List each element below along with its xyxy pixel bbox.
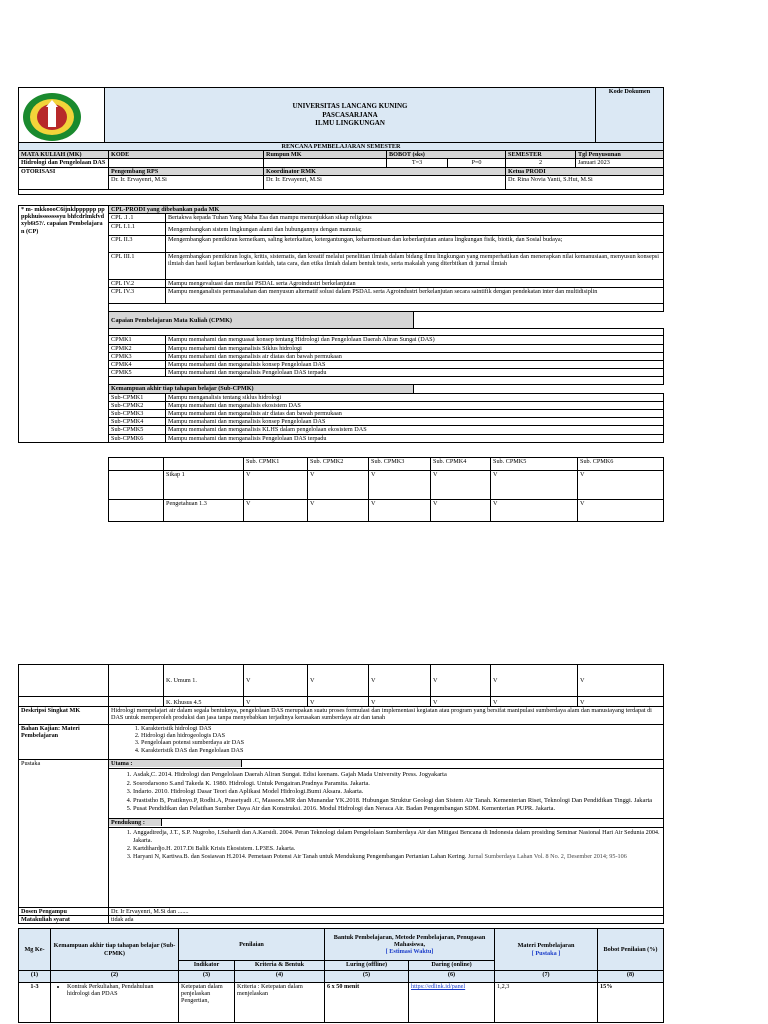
matrix-mark: V: [491, 697, 578, 707]
pustaka-utama-item: 5. Pusat Pendidikan dan Pelatihan Sumber Daya Air dan Konstruksi. 2016. Modul Hidrologi dan Neraca Air. Badan Pengembangan SDM. Kementerian PUPR. Jakarta.: [133, 805, 663, 814]
matrix-mark: V: [244, 500, 308, 522]
subcpmk-heading: Kemampuan akhir tiap tahapan belajar (Sub-CPMK): [109, 385, 414, 392]
matrix-mark: V: [308, 471, 369, 500]
semester-label: SEMESTER: [506, 151, 576, 159]
tgl-value: Januari 2023: [576, 159, 664, 167]
rps-main-table: [18, 142, 664, 195]
matrix-mark: V: [244, 697, 308, 707]
week-number: 1-3: [19, 983, 51, 1023]
cpmk-text: Mampu memahami dan menguasai konsep tentang Hidrologi dan Pengelolaan Daerah Aliran Sungai (DAS): [166, 336, 664, 344]
col-number: (2): [51, 971, 179, 983]
col-number: (5): [325, 971, 409, 983]
pustaka-pendukung-label: Pendukung :: [109, 819, 162, 826]
h-bentuk-text: Bantuk Pembelajaran, Metode Pembelajaran, Penugasan Mahasiswa,: [333, 933, 486, 948]
subcpmk-text: Mampu memahami dan menganalisis ekosistem DAS: [166, 401, 664, 409]
cpmk-code: CPMK1: [109, 336, 166, 344]
cpmk-code: CPMK4: [109, 361, 166, 369]
week-luring: 6 x 50 menit: [325, 983, 409, 1023]
pengembang-rps-name: Dr. Ir. Ervayenri, M.Si: [109, 175, 264, 189]
bahan-item: 2. Hidrologi dan hidrogeologis DAS: [141, 732, 661, 739]
cp-side-label: * m- mkkoooC6ijnklpppppp ppppkhuissssssssyu bhfcdrlmkfvdxyb6t5?/. capaian Pembelajaran (CP): [19, 206, 109, 443]
bahan-label: Bahan Kajian: Materi Pembelajaran: [19, 725, 109, 760]
kode-dokumen-label: Kode Dokumen: [596, 88, 664, 143]
matrix-mark: V: [431, 471, 491, 500]
matrix-mark: V: [578, 665, 664, 697]
matrix-mark: V: [491, 500, 578, 522]
sks-t-value: T=3: [387, 159, 448, 167]
matrix-mark: V: [491, 471, 578, 500]
col-number: (1): [19, 971, 51, 983]
matrix-col-header: Sub. CPMK2: [308, 458, 369, 471]
otorisasi-label: OTORISASI: [19, 167, 109, 189]
week-indikator: Ketepatan dalam penjelaskan Pengertian,: [179, 983, 235, 1023]
col-number: (6): [409, 971, 495, 983]
week-bobot: 15%: [598, 983, 664, 1023]
pustaka-utama-item: 1. Asdak,C. 2014. Hidrologi dan Pengelolaan Daerah Aliran Sungai. Edisi keenam. Gajah Mada University Press. Jogyakarta: [133, 771, 663, 780]
h-kemampuan: Kemampuan akhir tiap tahapan belajar (Sub-CPMK): [51, 929, 179, 971]
matrix-col-header: Sub. CPMK4: [431, 458, 491, 471]
tgl-label: Tgl Penyusunan: [576, 151, 664, 159]
matrix-col-header: Sub. CPMK6: [578, 458, 664, 471]
matrix-mark: V: [244, 665, 308, 697]
matrix-mark: V: [431, 665, 491, 697]
matrix-mark: V: [369, 665, 431, 697]
pustaka-pendukung-journal: Jurnal Sumberdaya Lahan Vol. 8 No. 2, Desember 2014; 95-106: [466, 852, 627, 860]
h-mgke: Mg Ke-: [19, 929, 51, 971]
cpl-code: CPL IV.2: [109, 280, 166, 288]
matrix-col-header: Sub. CPMK3: [369, 458, 431, 471]
cpmk-text: Mampu memahami dan menganalisis air diatas dan bawah permukaan: [166, 352, 664, 360]
subcpmk-text: Mampu memahami dan menganalisis air diatas dan bawah permukaan: [166, 410, 664, 418]
rps-header-table: [18, 87, 664, 143]
cpmk-code: CPMK2: [109, 344, 166, 352]
h-bentuk: [325, 929, 495, 961]
matrix-mark: V: [308, 697, 369, 707]
subcpmk-code: Sub-CPMK1: [109, 393, 166, 401]
cpl-text: Mengembangkan pemikiran kemeikam, saling keterkaitan, ketergantungan, keharmonisan dan keberlanjutan antara lingkungan fisik, biotik, dan Sosial budaya;: [166, 236, 664, 253]
subcpmk-text: Mampu memahami dan menganalisis konsep Pengelolaan DAS: [166, 418, 664, 426]
col-number: (8): [598, 971, 664, 983]
bobot-label: BOBOT (sks): [387, 151, 506, 159]
logo-cell: [19, 88, 105, 143]
pustaka-utama-item: 3. Indarto. 2010. Hidrologi Dasar Teori dan Aplikasi Model Hidrologi.Bumi Aksara. Jakarta.: [133, 788, 663, 797]
matrix-mark: V: [431, 697, 491, 707]
cpl-text: Mengembangkan sistem lingkungan alami dan hubungannya dengan manusia;: [166, 223, 664, 236]
subcpmk-text: Mampu memahami dan menganalisis Pengelolaan DAS terpadu: [166, 434, 664, 442]
pustaka-label: Pustaka: [19, 760, 109, 908]
cpmk-text: Mampu memahami dan menganalisis Siklus hidrologi: [166, 344, 664, 352]
bahan-list: [109, 725, 664, 760]
university-name: UNIVERSITAS LANCANG KUNING: [292, 102, 408, 111]
cpmk-text: Mampu memahami dan menganalisis Pengelolaan DAS terpadu: [166, 369, 664, 377]
matrix-mark: V: [308, 500, 369, 522]
ketua-prodi-name: Dr. Rina Novia Yanti, S.Hut, M.Si: [506, 175, 664, 189]
cpmk-text: Mampu memahami dan menganalisis konsep Pengelolaan DAS: [166, 361, 664, 369]
cpl-text: Mampu mengevaluasi dan menilai PSDAL serta Agroindustri berkelanjutan: [166, 280, 664, 288]
subcpmk-code: Sub-CPMK4: [109, 418, 166, 426]
dosen-value: Dr. Ir Ervayenri, M.Si dan .......: [109, 908, 664, 916]
mk-value: Hidrologi dan Pengelolaan DAS: [19, 159, 109, 167]
subcpmk-code: Sub-CPMK3: [109, 410, 166, 418]
subcpmk-text: Mampu memahami dan menganalisis KLHS dalam pengelolaan ekosistem DAS: [166, 426, 664, 434]
h-indikator: Indikator: [179, 961, 235, 971]
matrix-mark: V: [308, 665, 369, 697]
pustaka-pendukung-item: [133, 853, 663, 861]
rumpun-label: Rumpun MK: [264, 151, 387, 159]
cpl-code: CPL III.1: [109, 253, 166, 280]
doc-title: RENCANA PEMBELAJARAN SEMESTER: [19, 143, 664, 151]
cpl-text: Mampu menganalisis permasalahan dan menyusun alternatif solusi dalam PSDAL serta Agroindustri berkelanjutan secara saintifik dengan pendekatan inter dan multidisiplin: [166, 288, 664, 304]
h-kriteria: Kriteria & Bentuk: [235, 961, 325, 971]
bahan-item: 4. Karakteristik DAS dan Pengelolaan DAS: [141, 747, 661, 754]
week-kriteria: Kriteria : Ketepatan dalam menjelaskan: [235, 983, 325, 1023]
deskripsi-text: Hidrologi mempelajari air dalam segala bentuknya, pengelolaan DAS merupakan suatu proses formulasi dan implementasi kegiatan atau program yang bersifat manipulasi sumberdaya alam dan manusiayang terdapat di DAS untuk memperoleh produksi dan jasa tanpa menyebabkan terjadinya kerusakan sumberdaya air dan tanah: [109, 707, 664, 725]
matrix-row-label: Pengetahuan 1.3: [164, 500, 244, 522]
matrix-row-label: K. Khusus 4.5: [164, 697, 244, 707]
dosen-label: Dosen Pengampu: [19, 908, 109, 916]
pustaka-cell: [109, 760, 664, 908]
cpmk-code: CPMK3: [109, 352, 166, 360]
matrix-mark: V: [369, 697, 431, 707]
cpmk-heading: Capaian Pembelajaran Mata Kuliah (CPMK): [109, 312, 414, 328]
matrix-col-header: Sub. CPMK1: [244, 458, 308, 471]
cp-table: [18, 205, 664, 443]
week-daring-link[interactable]: https://edlink.id/panel: [411, 983, 466, 990]
matrix-mark: V: [491, 665, 578, 697]
col-number: (3): [179, 971, 235, 983]
faculty-name: PASCASARJANA: [322, 110, 378, 119]
syarat-label: Matakuliah syarat: [19, 916, 109, 924]
subcpmk-text: Mampu menganalisis tentang siklus hidrologi: [166, 393, 664, 401]
university-heading: [105, 88, 596, 143]
matrix-mark: V: [431, 500, 491, 522]
h-bobot: Bobot Penilaian (%): [598, 929, 664, 971]
sks-p-value: P=0: [448, 159, 506, 167]
pustaka-utama-label: Utama :: [109, 760, 242, 767]
week-materi: 1,2,3: [495, 983, 598, 1023]
matrix-mark: V: [244, 471, 308, 500]
koordinator-rmk-name: Dr. Ir. Ervayenri, M.Si: [264, 175, 506, 189]
bahan-item: 1. Karakteristik hidrologi DAS: [141, 725, 661, 732]
syarat-value: tidak ada: [109, 916, 664, 924]
week-kemampuan: [51, 983, 179, 1023]
subcpmk-matrix-2: [18, 664, 664, 707]
matrix-col-header: Sub. CPMK5: [491, 458, 578, 471]
matrix-mark: V: [369, 471, 431, 500]
pustaka-pendukung-text: Haryani N, Kartiwa.B. dan Sosiawan H.2014. Pemetaan Potensi Air Tanah untuk Mendukung Pengembangan Pertanian Lahan Kering.: [133, 852, 467, 860]
pustaka-utama-item: 2. Sosrodarsono S.and Takeda K. 1980. Hidrologi. Untuk Pengairan.Pradnya Paramita. Jakarta.: [133, 780, 663, 789]
bahan-item: 3. Pengelolaan potensi sumberdaya air DAS: [141, 739, 661, 746]
subcpmk-matrix-1: [108, 457, 664, 522]
matrix-mark: V: [578, 471, 664, 500]
matrix-row-label: Sikap 1: [164, 471, 244, 500]
kode-label: KODE: [109, 151, 264, 159]
week-kemampuan-item: • Kontrak Perkuliahan, Pendahuluan hidrologi dan PDAS: [67, 983, 176, 997]
h-daring: Daring (online): [409, 961, 495, 971]
cpl-code: CPL II.3: [109, 236, 166, 253]
col-number: (4): [235, 971, 325, 983]
program-name: ILMU LINGKUNGAN: [315, 119, 385, 128]
h-materi: [495, 929, 598, 971]
matrix-mark: V: [578, 697, 664, 707]
koordinator-rmk-label: Koordinator RMK: [264, 167, 506, 175]
subcpmk-code: Sub-CPMK5: [109, 426, 166, 434]
matrix-row-label: K. Umum 1.: [164, 665, 244, 697]
h-penilaian: Penilaian: [179, 929, 325, 961]
h-materi-text: Materi Pembelajaran: [517, 942, 575, 950]
col-number: (7): [495, 971, 598, 983]
course-info-table: [18, 706, 664, 924]
cpmk-code: CPMK5: [109, 369, 166, 377]
cpl-text: Bertakwa kepada Tuhan Yang Maha Esa dan mampu menunjukkan sikap religious: [166, 214, 664, 223]
pengembang-rps-label: Pengembang RPS: [109, 167, 264, 175]
cpl-text: Mengembangkan pemikiran logis, kritis, sistematis, dan kreatif melalui penelitian ilmiah dalam bidang ilmu lingkungan yang memperhatikan dan menerapkan nilai kemanusiaan, menyusun konsepsi ilmiah dan hasil kajian berdasarkan kaidah, tata cara, dan etika ilmiah dalam bentuk tesis, serta makalah yang diterbitkan di jurnal ilmiah: [166, 253, 664, 280]
weekly-plan-table: [18, 928, 664, 1023]
cpl-code: CPL IV.3: [109, 288, 166, 304]
subcpmk-code: Sub-CPMK6: [109, 434, 166, 442]
h-materi-pustaka: [ Pustaka ]: [531, 949, 561, 957]
pustaka-pendukung-item: 2. Kartdihardjo.H. 2017.Di Balik Krisis Ekosistem. LP3ES. Jakarta.: [133, 845, 663, 853]
h-bentuk-estimasi: [ Estimasi Waktu]: [385, 948, 434, 956]
cpl-code: CPL .I .1: [109, 214, 166, 223]
matrix-mark: V: [369, 500, 431, 522]
ketua-prodi-label: Ketua PRODI: [506, 167, 664, 175]
deskripsi-label: Deskripsi Singkat MK: [19, 707, 109, 725]
pustaka-pendukung-item: 1. Anggadiredja, J.T., S.P. Nugroho, I.Suhardi dan A.Karsidi. 2004. Peran Teknologi dalam Pengelolaan Sumberdaya Air dan Mitigasi Bencana di Indonesia dalam prosiding Seminar Nasional Hari Air Sedunia 2004. Jakarta.: [133, 829, 663, 845]
cpl-code: CPL I.1.1: [109, 223, 166, 236]
matrix-mark: V: [578, 500, 664, 522]
cpl-heading: CPL-PRODI yang dibebankan pada MK: [109, 206, 664, 214]
h-luring: Luring (offline): [325, 961, 409, 971]
mk-label: MATA KULIAH (MK): [19, 151, 109, 159]
semester-value: 2: [506, 159, 576, 167]
pustaka-utama-item: 4. Prastistho B, Pratiknyo.P, Rodhi.A, Prasetyadi .C, Massora.MR dan Munandar YK.2018. Hubungan Struktur Geologi dan Sistem Air Tanah. Kementerian Riset, Teknologi Dan Pendidikan Tinggi. Jakarta: [133, 797, 663, 806]
subcpmk-code: Sub-CPMK2: [109, 401, 166, 409]
